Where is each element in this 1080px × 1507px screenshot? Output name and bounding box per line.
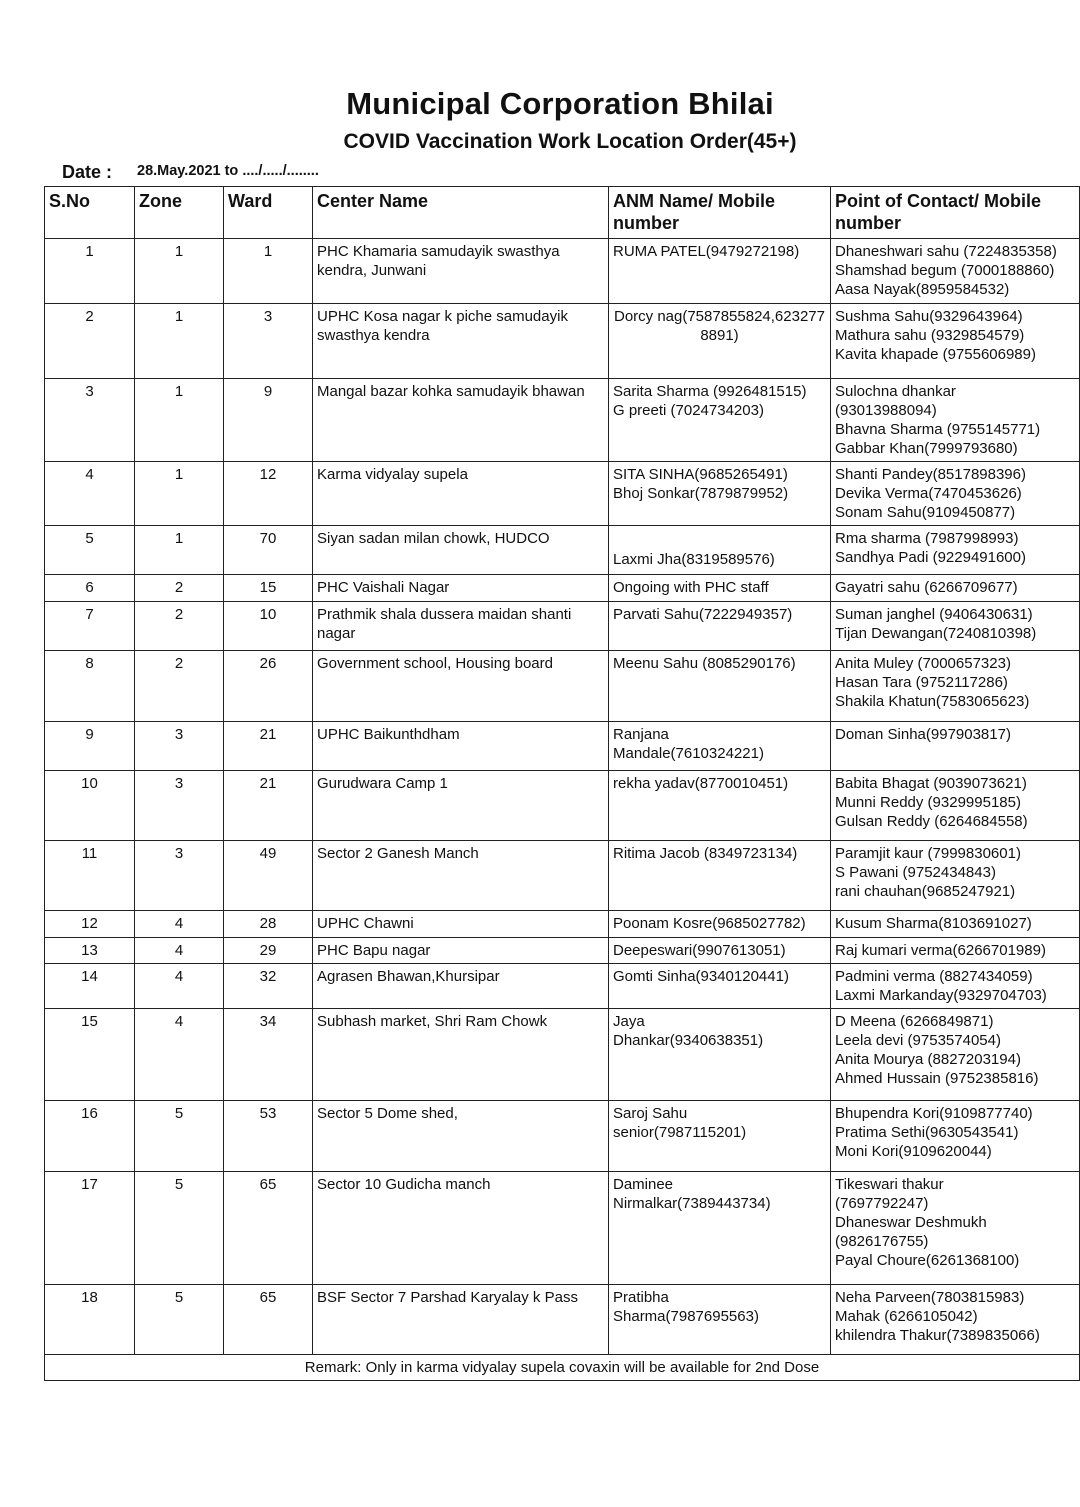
cell-point-of-contact <box>831 841 1080 911</box>
date-value: 28.May.2021 to ..../...../........ <box>137 163 319 179</box>
cell-zone: 2 <box>135 575 224 602</box>
table-row <box>45 575 1080 602</box>
cell-sno: 18 <box>45 1285 135 1355</box>
cell-anm-line: senior(7987115201) <box>613 1124 747 1141</box>
cell-zone: 1 <box>135 379 224 462</box>
cell-center-name: Sector 5 Dome shed, <box>313 1101 609 1172</box>
vaccination-location-table <box>44 186 1080 1381</box>
cell-point-of-contact <box>831 771 1080 841</box>
table-row <box>45 526 1080 575</box>
cell-anm-line: Dorcy nag(7587855824,6232778891) <box>613 308 825 344</box>
cell-anm-line: Nirmalkar(7389443734) <box>613 1195 771 1212</box>
cell-point-of-contact <box>831 722 1080 771</box>
remark-row <box>45 1355 1080 1381</box>
cell-point-of-contact-line: Shakila Khatun(7583065623) <box>835 693 1030 710</box>
cell-zone: 3 <box>135 771 224 841</box>
cell-point-of-contact <box>831 651 1080 722</box>
cell-sno: 7 <box>45 602 135 651</box>
cell-center-name: Karma vidyalay supela <box>313 462 609 526</box>
cell-anm-line: rekha yadav(8770010451) <box>613 775 789 792</box>
table-row <box>45 911 1080 938</box>
cell-center-name: Prathmik shala dussera maidan shanti nagar <box>313 602 609 651</box>
cell-sno: 9 <box>45 722 135 771</box>
table-row <box>45 1101 1080 1172</box>
cell-point-of-contact-line: Bhavna Sharma (9755145771) <box>835 421 1041 438</box>
cell-anm-line: Sarita Sharma (9926481515) <box>613 383 807 400</box>
document-subtitle: COVID Vaccination Work Location Order(45+) <box>343 130 797 153</box>
cell-ward: 65 <box>224 1172 313 1285</box>
cell-point-of-contact-line: Doman Sinha(997903817) <box>835 726 1011 743</box>
cell-point-of-contact-line: Dhaneswar Deshmukh <box>835 1214 987 1231</box>
cell-anm <box>609 239 831 304</box>
cell-point-of-contact <box>831 462 1080 526</box>
cell-anm-line: RUMA PATEL(9479272198) <box>613 243 800 260</box>
cell-point-of-contact-line: Sushma Sahu(9329643964) <box>835 308 1023 325</box>
cell-anm <box>609 1101 831 1172</box>
cell-sno: 14 <box>45 964 135 1009</box>
table-body <box>45 239 1080 1355</box>
cell-anm <box>609 1172 831 1285</box>
table-row <box>45 304 1080 379</box>
cell-point-of-contact-line: (93013988094) <box>835 402 937 419</box>
cell-anm-line: Bhoj Sonkar(7879879952) <box>613 485 789 502</box>
table-row <box>45 964 1080 1009</box>
cell-anm-line: Saroj Sahu <box>613 1105 688 1122</box>
cell-point-of-contact-line: Gulsan Reddy (6264684558) <box>835 813 1028 830</box>
cell-anm <box>609 938 831 964</box>
cell-anm <box>609 304 831 379</box>
cell-point-of-contact-line: rani chauhan(9685247921) <box>835 883 1016 900</box>
document-title: Municipal Corporation Bhilai <box>346 86 774 121</box>
table-row <box>45 841 1080 911</box>
cell-point-of-contact-line: Sandhya Padi (9229491600) <box>835 549 1026 566</box>
table-row <box>45 379 1080 462</box>
cell-zone: 5 <box>135 1285 224 1355</box>
table-header-row <box>45 187 1080 239</box>
cell-anm-line: Ranjana <box>613 726 669 743</box>
cell-point-of-contact-line: D Meena (6266849871) <box>835 1013 994 1030</box>
cell-point-of-contact-line: Dhaneshwari sahu (7224835358) <box>835 243 1057 260</box>
cell-point-of-contact <box>831 239 1080 304</box>
cell-point-of-contact-line: khilendra Thakur(7389835066) <box>835 1327 1040 1344</box>
column-header-zone: Zone <box>135 187 224 239</box>
cell-center-name: PHC Vaishali Nagar <box>313 575 609 602</box>
cell-zone: 3 <box>135 722 224 771</box>
cell-point-of-contact-line: Mahak (6266105042) <box>835 1308 978 1325</box>
cell-point-of-contact-line: Anita Mourya (8827203194) <box>835 1051 1021 1068</box>
cell-anm <box>609 379 831 462</box>
cell-center-name: Subhash market, Shri Ram Chowk <box>313 1009 609 1101</box>
cell-ward: 15 <box>224 575 313 602</box>
cell-center-name: BSF Sector 7 Parshad Karyalay k Pass <box>313 1285 609 1355</box>
cell-point-of-contact-line: Raj kumari verma(6266701989) <box>835 942 1046 959</box>
cell-anm-line: Gomti Sinha(9340120441) <box>613 968 789 985</box>
table-row <box>45 771 1080 841</box>
cell-point-of-contact-line: Munni Reddy (9329995185) <box>835 794 1021 811</box>
cell-sno: 6 <box>45 575 135 602</box>
cell-point-of-contact <box>831 575 1080 602</box>
cell-point-of-contact-line: Payal Choure(6261368100) <box>835 1252 1020 1269</box>
cell-sno: 2 <box>45 304 135 379</box>
cell-point-of-contact-line: Shamshad begum (7000188860) <box>835 262 1055 279</box>
table-row <box>45 239 1080 304</box>
table-row <box>45 722 1080 771</box>
cell-point-of-contact-line: Mathura sahu (9329854579) <box>835 327 1025 344</box>
cell-sno: 17 <box>45 1172 135 1285</box>
cell-zone: 4 <box>135 964 224 1009</box>
cell-zone: 4 <box>135 1009 224 1101</box>
cell-anm <box>609 602 831 651</box>
cell-point-of-contact-line: Sulochna dhankar <box>835 383 956 400</box>
cell-point-of-contact-line: Ahmed Hussain (9752385816) <box>835 1070 1039 1087</box>
cell-point-of-contact-line: Pratima Sethi(9630543541) <box>835 1124 1019 1141</box>
cell-ward: 70 <box>224 526 313 575</box>
cell-point-of-contact-line: Tijan Dewangan(7240810398) <box>835 625 1037 642</box>
cell-point-of-contact <box>831 602 1080 651</box>
cell-anm <box>609 526 831 575</box>
cell-ward: 29 <box>224 938 313 964</box>
table-row <box>45 651 1080 722</box>
table-row <box>45 462 1080 526</box>
cell-point-of-contact-line: Gayatri sahu (6266709677) <box>835 579 1018 596</box>
cell-point-of-contact-line: Hasan Tara (9752117286) <box>835 674 1008 691</box>
cell-point-of-contact-line: Aasa Nayak(8959584532) <box>835 281 1010 298</box>
cell-anm-line: Pratibha <box>613 1289 669 1306</box>
cell-center-name: Mangal bazar kohka samudayik bhawan <box>313 379 609 462</box>
cell-anm <box>609 1285 831 1355</box>
cell-ward: 1 <box>224 239 313 304</box>
cell-point-of-contact-line: Rma sharma (7987998993) <box>835 530 1019 547</box>
cell-center-name: PHC Khamaria samudayik swasthya kendra, Junwani <box>313 239 609 304</box>
cell-point-of-contact-line: Padmini verma (8827434059) <box>835 968 1033 985</box>
cell-anm-line: Ongoing with PHC staff <box>613 579 769 596</box>
column-header-sno: S.No <box>45 187 135 239</box>
cell-point-of-contact-line: Tikeswari thakur <box>835 1176 944 1193</box>
cell-point-of-contact-line: (9826176755) <box>835 1233 929 1250</box>
cell-zone: 2 <box>135 651 224 722</box>
cell-center-name: Gurudwara Camp 1 <box>313 771 609 841</box>
cell-point-of-contact-line: Suman janghel (9406430631) <box>835 606 1033 623</box>
cell-anm <box>609 964 831 1009</box>
cell-zone: 2 <box>135 602 224 651</box>
cell-point-of-contact-line: Bhupendra Kori(9109877740) <box>835 1105 1033 1122</box>
cell-anm-line: Meenu Sahu (8085290176) <box>613 655 796 672</box>
cell-anm-line: SITA SINHA(9685265491) <box>613 466 788 483</box>
table-row <box>45 1285 1080 1355</box>
cell-zone: 1 <box>135 526 224 575</box>
cell-anm-line: Deepeswari(9907613051) <box>613 942 786 959</box>
column-header-ward: Ward <box>224 187 313 239</box>
cell-sno: 4 <box>45 462 135 526</box>
date-label: Date : <box>62 162 113 182</box>
column-header-anm: ANM Name/ Mobile number <box>609 187 831 239</box>
cell-sno: 10 <box>45 771 135 841</box>
cell-anm <box>609 651 831 722</box>
cell-point-of-contact-line: Kavita khapade (9755606989) <box>835 346 1036 363</box>
cell-anm <box>609 722 831 771</box>
cell-anm-line: Dhankar(9340638351) <box>613 1032 764 1049</box>
table-row <box>45 1009 1080 1101</box>
cell-center-name: Siyan sadan milan chowk, HUDCO <box>313 526 609 575</box>
remark-text: Remark: Only in karma vidyalay supela covaxin will be available for 2nd Dose <box>45 1355 1080 1381</box>
cell-ward: 3 <box>224 304 313 379</box>
cell-anm <box>609 1009 831 1101</box>
cell-ward: 28 <box>224 911 313 938</box>
cell-ward: 65 <box>224 1285 313 1355</box>
cell-sno: 1 <box>45 239 135 304</box>
cell-point-of-contact <box>831 526 1080 575</box>
cell-zone: 3 <box>135 841 224 911</box>
cell-ward: 10 <box>224 602 313 651</box>
cell-zone: 1 <box>135 304 224 379</box>
cell-anm-line: Poonam Kosre(9685027782) <box>613 915 806 932</box>
cell-anm-line: Parvati Sahu(7222949357) <box>613 606 793 623</box>
cell-sno: 5 <box>45 526 135 575</box>
cell-point-of-contact-line: Devika Verma(7470453626) <box>835 485 1022 502</box>
cell-center-name: UPHC Baikunthdham <box>313 722 609 771</box>
cell-zone: 1 <box>135 462 224 526</box>
cell-point-of-contact <box>831 1172 1080 1285</box>
cell-anm-line: Ritima Jacob (8349723134) <box>613 845 798 862</box>
cell-ward: 9 <box>224 379 313 462</box>
cell-anm <box>609 575 831 602</box>
cell-center-name: Agrasen Bhawan,Khursipar <box>313 964 609 1009</box>
cell-point-of-contact-line: Kusum Sharma(8103691027) <box>835 915 1032 932</box>
cell-sno: 15 <box>45 1009 135 1101</box>
cell-sno: 12 <box>45 911 135 938</box>
cell-zone: 4 <box>135 911 224 938</box>
cell-anm <box>609 771 831 841</box>
cell-point-of-contact-line: S Pawani (9752434843) <box>835 864 996 881</box>
column-header-point-of-contact: Point of Contact/ Mobile number <box>831 187 1080 239</box>
cell-ward: 32 <box>224 964 313 1009</box>
cell-anm-line: Laxmi Jha(8319589576) <box>613 551 775 568</box>
cell-zone: 4 <box>135 938 224 964</box>
cell-point-of-contact-line: Laxmi Markanday(9329704703) <box>835 987 1047 1004</box>
cell-center-name: Government school, Housing board <box>313 651 609 722</box>
cell-point-of-contact <box>831 1285 1080 1355</box>
cell-anm-line: Sharma(7987695563) <box>613 1308 759 1325</box>
cell-point-of-contact-line: Neha Parveen(7803815983) <box>835 1289 1025 1306</box>
cell-point-of-contact <box>831 1101 1080 1172</box>
table-row <box>45 602 1080 651</box>
cell-anm-line: G preeti (7024734203) <box>613 402 764 419</box>
cell-point-of-contact <box>831 1009 1080 1101</box>
cell-ward: 49 <box>224 841 313 911</box>
cell-center-name: PHC Bapu nagar <box>313 938 609 964</box>
cell-point-of-contact-line: Babita Bhagat (9039073621) <box>835 775 1027 792</box>
cell-center-name: Sector 2 Ganesh Manch <box>313 841 609 911</box>
column-header-center-name: Center Name <box>313 187 609 239</box>
cell-point-of-contact-line: Paramjit kaur (7999830601) <box>835 845 1021 862</box>
cell-anm <box>609 841 831 911</box>
cell-point-of-contact-line: Gabbar Khan(7999793680) <box>835 440 1018 457</box>
cell-point-of-contact-line: Anita Muley (7000657323) <box>835 655 1011 672</box>
cell-ward: 21 <box>224 771 313 841</box>
cell-sno: 13 <box>45 938 135 964</box>
cell-zone: 5 <box>135 1172 224 1285</box>
cell-point-of-contact-line: Moni Kori(9109620044) <box>835 1143 992 1160</box>
cell-ward: 34 <box>224 1009 313 1101</box>
cell-point-of-contact <box>831 938 1080 964</box>
table-row <box>45 938 1080 964</box>
cell-center-name: Sector 10 Gudicha manch <box>313 1172 609 1285</box>
cell-anm-line: Mandale(7610324221) <box>613 745 764 762</box>
cell-center-name: UPHC Kosa nagar k piche samudayik swasthya kendra <box>313 304 609 379</box>
cell-point-of-contact <box>831 304 1080 379</box>
cell-ward: 12 <box>224 462 313 526</box>
cell-sno: 11 <box>45 841 135 911</box>
cell-zone: 5 <box>135 1101 224 1172</box>
cell-ward: 26 <box>224 651 313 722</box>
cell-anm-line: Jaya <box>613 1013 645 1030</box>
cell-point-of-contact-line: Shanti Pandey(8517898396) <box>835 466 1026 483</box>
cell-point-of-contact <box>831 911 1080 938</box>
cell-anm-line: Daminee <box>613 1176 674 1193</box>
cell-zone: 1 <box>135 239 224 304</box>
table-row <box>45 1172 1080 1285</box>
cell-anm <box>609 462 831 526</box>
cell-center-name: UPHC Chawni <box>313 911 609 938</box>
cell-point-of-contact-line: (7697792247) <box>835 1195 929 1212</box>
cell-sno: 16 <box>45 1101 135 1172</box>
cell-ward: 53 <box>224 1101 313 1172</box>
cell-point-of-contact <box>831 379 1080 462</box>
cell-ward: 21 <box>224 722 313 771</box>
cell-sno: 8 <box>45 651 135 722</box>
cell-anm <box>609 911 831 938</box>
cell-point-of-contact-line: Leela devi (9753574054) <box>835 1032 1001 1049</box>
cell-point-of-contact-line: Sonam Sahu(9109450877) <box>835 504 1016 521</box>
cell-point-of-contact <box>831 964 1080 1009</box>
cell-sno: 3 <box>45 379 135 462</box>
